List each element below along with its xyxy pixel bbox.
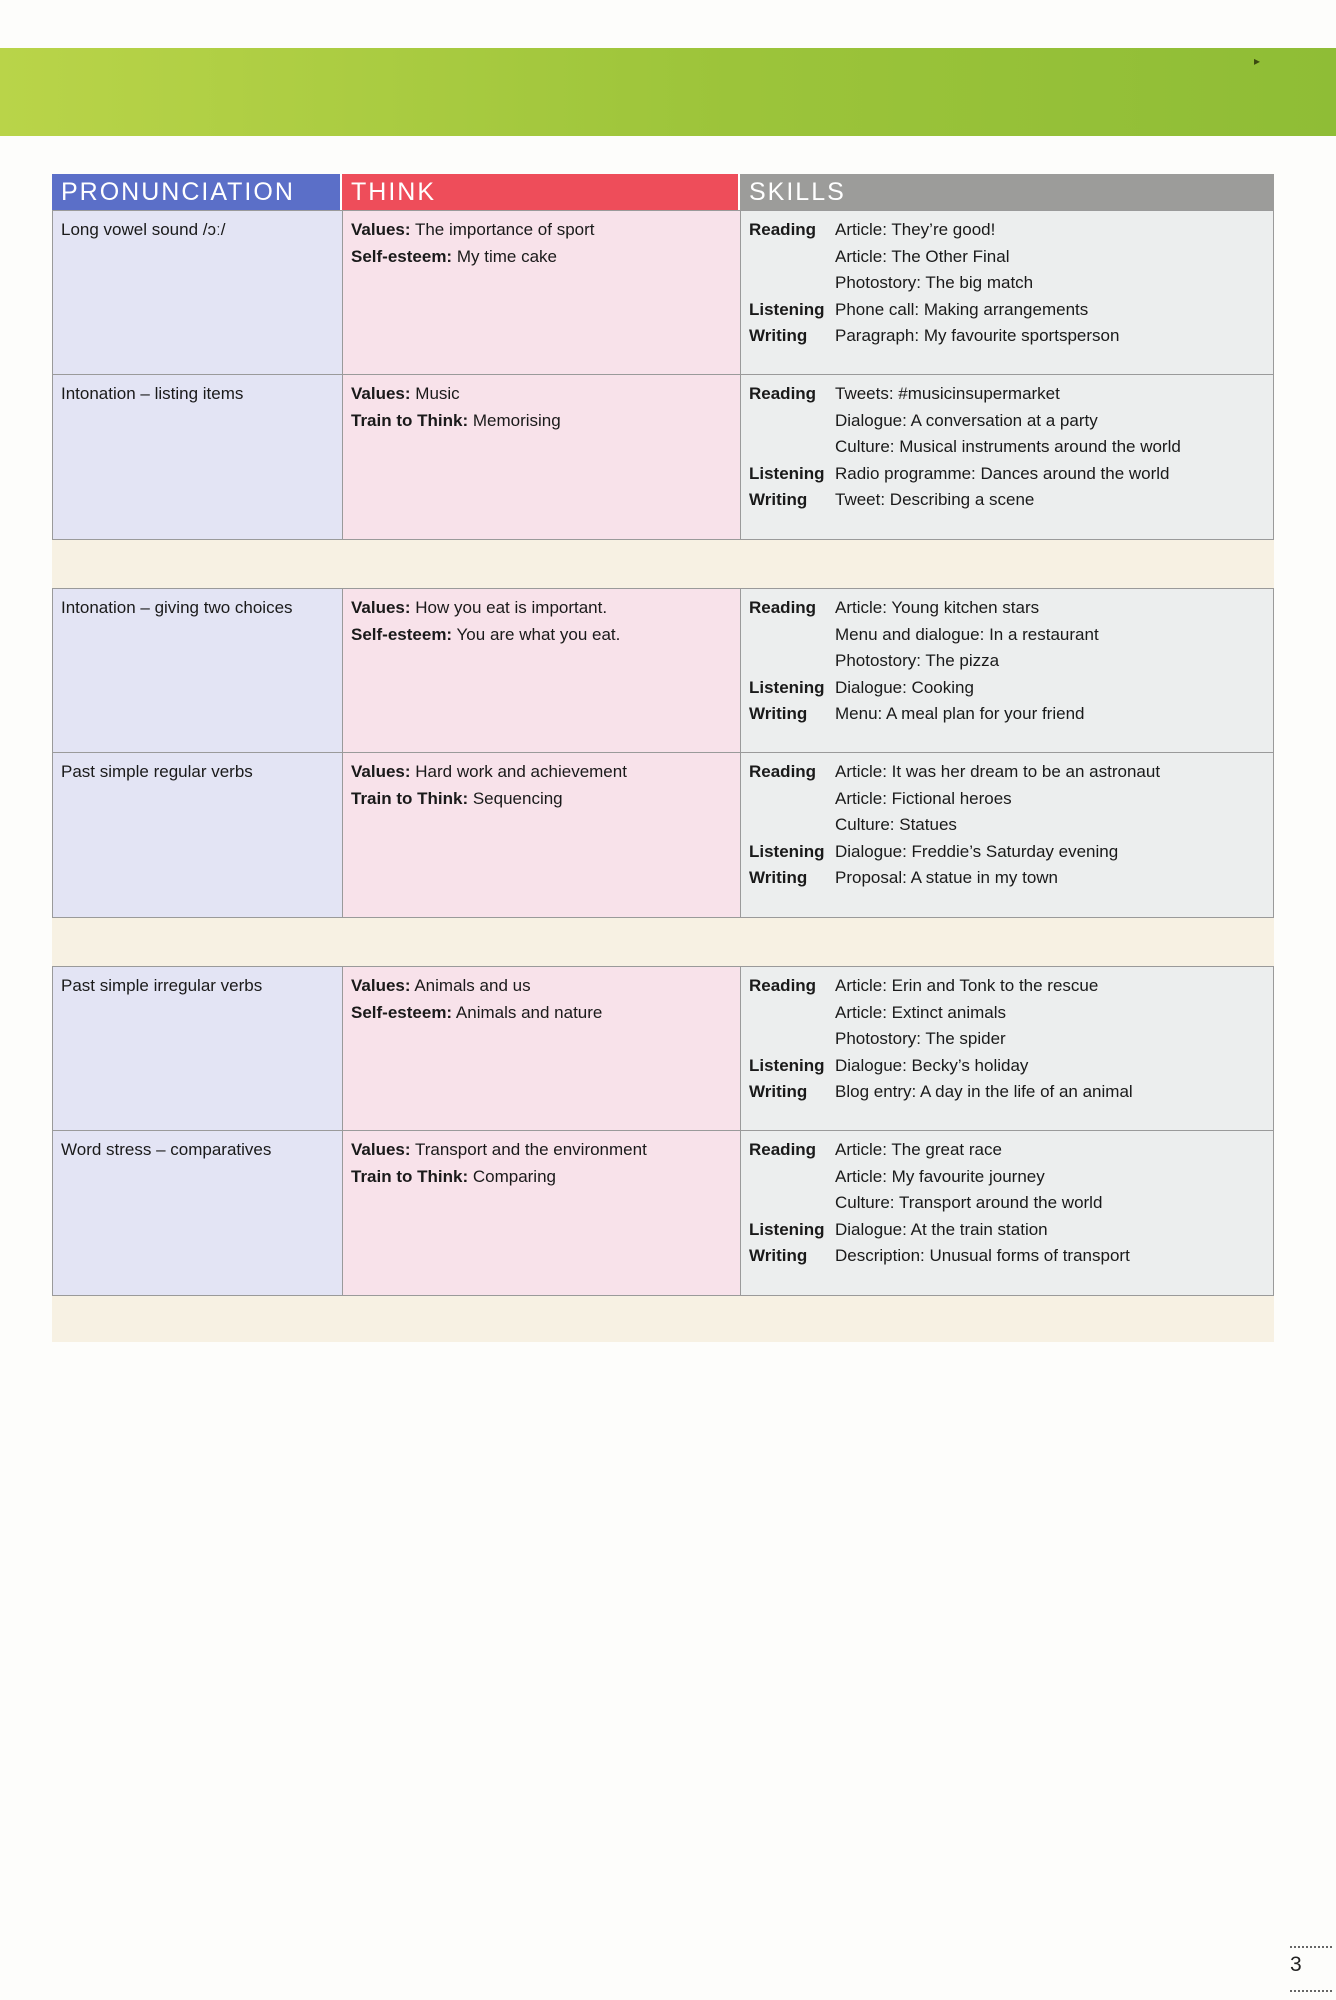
think-label: Values: <box>351 598 411 617</box>
skill-line <box>749 759 1265 786</box>
unit-row <box>52 375 1274 540</box>
think-text: You are what you eat. <box>456 624 621 644</box>
skill-text: Menu and dialogue: In a restaurant <box>835 624 1099 644</box>
skill-label: Writing <box>749 1082 808 1102</box>
skill-text: Article: Young kitchen stars <box>835 598 1040 617</box>
skill-line <box>749 270 1265 297</box>
think-label: Values: <box>351 384 411 403</box>
skill-text: Paragraph: My favourite sportsperson <box>835 326 1120 346</box>
skill-label <box>749 270 835 297</box>
pronunciation-cell <box>52 1131 342 1296</box>
skill-line <box>749 648 1265 675</box>
think-text: Music <box>415 384 460 403</box>
skills-cell <box>740 375 1274 540</box>
skill-line <box>749 973 1265 1000</box>
section-gap <box>52 1296 1274 1342</box>
skill-line <box>749 297 1265 324</box>
think-label: Self-esteem: <box>351 1002 453 1022</box>
page-number-dots-top <box>1290 1946 1332 1948</box>
think-label: Values: <box>351 762 411 781</box>
skill-text: Article: They’re good! <box>835 220 996 239</box>
page-number-dots-bottom <box>1290 1990 1332 1992</box>
skill-line <box>749 244 1265 271</box>
think-label: Train to Think: <box>351 788 469 808</box>
skill-line <box>749 1053 1265 1080</box>
think-line <box>351 1000 732 1027</box>
skill-label: Reading <box>749 384 817 403</box>
think-cell <box>342 966 740 1131</box>
pronunciation-cell <box>52 375 342 540</box>
skills-cell <box>740 753 1274 918</box>
think-cell <box>342 588 740 753</box>
skill-label <box>749 1190 835 1217</box>
unit-row <box>52 210 1274 375</box>
skill-label <box>749 1164 835 1191</box>
think-text: The importance of sport <box>414 220 595 239</box>
skill-line <box>749 1137 1265 1164</box>
pronunciation-text: Past simple regular verbs <box>61 762 253 781</box>
think-label: Self-esteem: <box>351 246 453 266</box>
skill-text: Article: The Other Final <box>835 246 1010 266</box>
think-line <box>351 244 732 271</box>
skill-label <box>749 812 835 839</box>
skill-label: Reading <box>749 976 817 995</box>
skill-text: Article: It was her dream to be an astronaut <box>835 762 1161 781</box>
think-line <box>351 381 732 408</box>
skill-line <box>749 1026 1265 1053</box>
skill-text: Photostory: The big match <box>835 273 1034 293</box>
think-cell <box>342 753 740 918</box>
skill-line <box>749 812 1265 839</box>
think-text: Memorising <box>472 410 561 430</box>
skill-text: Dialogue: A conversation at a party <box>835 410 1098 430</box>
think-line <box>351 1137 732 1164</box>
skill-text: Radio programme: Dances around the world <box>835 463 1170 483</box>
skill-label <box>749 648 835 675</box>
skill-label: Listening <box>749 299 825 319</box>
skill-label <box>749 244 835 271</box>
skill-text: Tweet: Describing a scene <box>835 490 1035 510</box>
skills-cell <box>740 210 1274 375</box>
think-line <box>351 622 732 649</box>
think-text: Transport and the environment <box>414 1140 647 1159</box>
think-label: Self-esteem: <box>351 624 453 644</box>
skill-label: Writing <box>749 1246 808 1266</box>
skill-line <box>749 1164 1265 1191</box>
skill-line <box>749 1000 1265 1027</box>
top-color-band <box>0 48 1336 136</box>
skill-label: Reading <box>749 762 817 781</box>
skill-text: Photostory: The spider <box>835 1029 1006 1049</box>
skill-label <box>749 1000 835 1027</box>
pronunciation-cell <box>52 210 342 375</box>
header-think: THINK <box>342 174 740 210</box>
skill-line <box>749 786 1265 813</box>
skill-text: Dialogue: Freddie’s Saturday evening <box>835 841 1119 861</box>
skill-line <box>749 701 1265 728</box>
think-line <box>351 786 732 813</box>
skills-cell <box>740 966 1274 1131</box>
skill-label <box>749 1026 835 1053</box>
skill-line <box>749 323 1265 350</box>
skill-label: Reading <box>749 220 817 239</box>
skill-text: Proposal: A statue in my town <box>835 868 1059 888</box>
think-text: How you eat is important. <box>415 598 608 617</box>
skill-text: Blog entry: A day in the life of an animal <box>835 1082 1133 1102</box>
unit-row <box>52 753 1274 918</box>
think-cell <box>342 1131 740 1296</box>
pronunciation-cell <box>52 966 342 1131</box>
think-line <box>351 408 732 435</box>
skill-label: Writing <box>749 490 808 510</box>
skill-label: Writing <box>749 868 808 888</box>
skill-text: Article: Extinct animals <box>835 1002 1006 1022</box>
page-number: 3 <box>1290 1953 1302 1976</box>
skill-label: Writing <box>749 704 808 724</box>
think-cell <box>342 375 740 540</box>
skill-line <box>749 381 1265 408</box>
band-mark: ▸ <box>1253 54 1260 68</box>
skill-text: Tweets: #musicinsupermarket <box>835 384 1060 403</box>
pronunciation-text: Intonation – listing items <box>61 384 244 403</box>
skills-cell <box>740 588 1274 753</box>
table-header-row <box>52 174 1274 210</box>
skill-label: Writing <box>749 326 808 346</box>
think-label: Values: <box>351 220 411 239</box>
skill-text: Culture: Transport around the world <box>835 1193 1103 1213</box>
think-label: Train to Think: <box>351 410 469 430</box>
skill-text: Phone call: Making arrangements <box>835 299 1089 319</box>
syllabus-table <box>52 174 1274 1342</box>
skill-line <box>749 1190 1265 1217</box>
unit-row <box>52 588 1274 753</box>
skill-line <box>749 408 1265 435</box>
section-gap <box>52 918 1274 966</box>
skill-label: Listening <box>749 841 825 861</box>
skill-label <box>749 786 835 813</box>
skill-line <box>749 839 1265 866</box>
skill-text: Dialogue: Cooking <box>835 677 974 697</box>
pronunciation-text: Word stress – comparatives <box>61 1140 272 1159</box>
skill-line <box>749 217 1265 244</box>
skill-line <box>749 434 1265 461</box>
think-cell <box>342 210 740 375</box>
skill-text: Culture: Statues <box>835 815 957 835</box>
unit-row <box>52 1131 1274 1296</box>
skill-text: Photostory: The pizza <box>835 651 1000 671</box>
skills-cell <box>740 1131 1274 1296</box>
skill-label: Reading <box>749 598 817 617</box>
skill-label: Listening <box>749 1055 825 1075</box>
think-label: Values: <box>351 1140 411 1159</box>
skill-text: Article: Fictional heroes <box>835 788 1012 808</box>
pronunciation-cell <box>52 588 342 753</box>
think-text: Hard work and achievement <box>415 762 627 781</box>
skill-label <box>749 622 835 649</box>
think-text: Comparing <box>472 1166 556 1186</box>
pronunciation-text: Long vowel sound /ɔː/ <box>61 220 226 239</box>
skill-line <box>749 865 1265 892</box>
think-line <box>351 217 732 244</box>
skill-line <box>749 1079 1265 1106</box>
units-container <box>52 210 1274 1342</box>
skill-text: Dialogue: Becky’s holiday <box>835 1055 1029 1075</box>
skill-line <box>749 1243 1265 1270</box>
think-text: Sequencing <box>472 788 563 808</box>
think-text: Animals and nature <box>455 1002 603 1022</box>
skill-label: Listening <box>749 463 825 483</box>
skill-label <box>749 408 835 435</box>
think-line <box>351 973 732 1000</box>
skill-line <box>749 487 1265 514</box>
skill-line <box>749 622 1265 649</box>
think-label: Train to Think: <box>351 1166 469 1186</box>
skill-text: Dialogue: At the train station <box>835 1219 1048 1239</box>
pronunciation-text: Past simple irregular verbs <box>61 976 263 995</box>
skill-label: Listening <box>749 1219 825 1239</box>
skill-label <box>749 434 835 461</box>
think-line <box>351 595 732 622</box>
think-line <box>351 759 732 786</box>
skill-text: Article: My favourite journey <box>835 1166 1045 1186</box>
think-text: Animals and us <box>414 976 531 995</box>
skill-line <box>749 1217 1265 1244</box>
pronunciation-cell <box>52 753 342 918</box>
skill-label: Reading <box>749 1140 817 1159</box>
think-line <box>351 1164 732 1191</box>
think-label: Values: <box>351 976 411 995</box>
skill-label: Listening <box>749 677 825 697</box>
skill-line <box>749 595 1265 622</box>
skill-line <box>749 675 1265 702</box>
section-gap <box>52 540 1274 588</box>
skill-text: Culture: Musical instruments around the world <box>835 437 1181 457</box>
header-skills: SKILLS <box>740 174 1274 210</box>
skill-text: Menu: A meal plan for your friend <box>835 704 1085 724</box>
skill-text: Article: Erin and Tonk to the rescue <box>835 976 1099 995</box>
pronunciation-text: Intonation – giving two choices <box>61 598 293 617</box>
skill-line <box>749 461 1265 488</box>
header-pronunciation: PRONUNCIATION <box>52 174 342 210</box>
unit-row <box>52 966 1274 1131</box>
skill-text: Description: Unusual forms of transport <box>835 1246 1130 1266</box>
think-text: My time cake <box>456 246 557 266</box>
skill-text: Article: The great race <box>835 1140 1002 1159</box>
